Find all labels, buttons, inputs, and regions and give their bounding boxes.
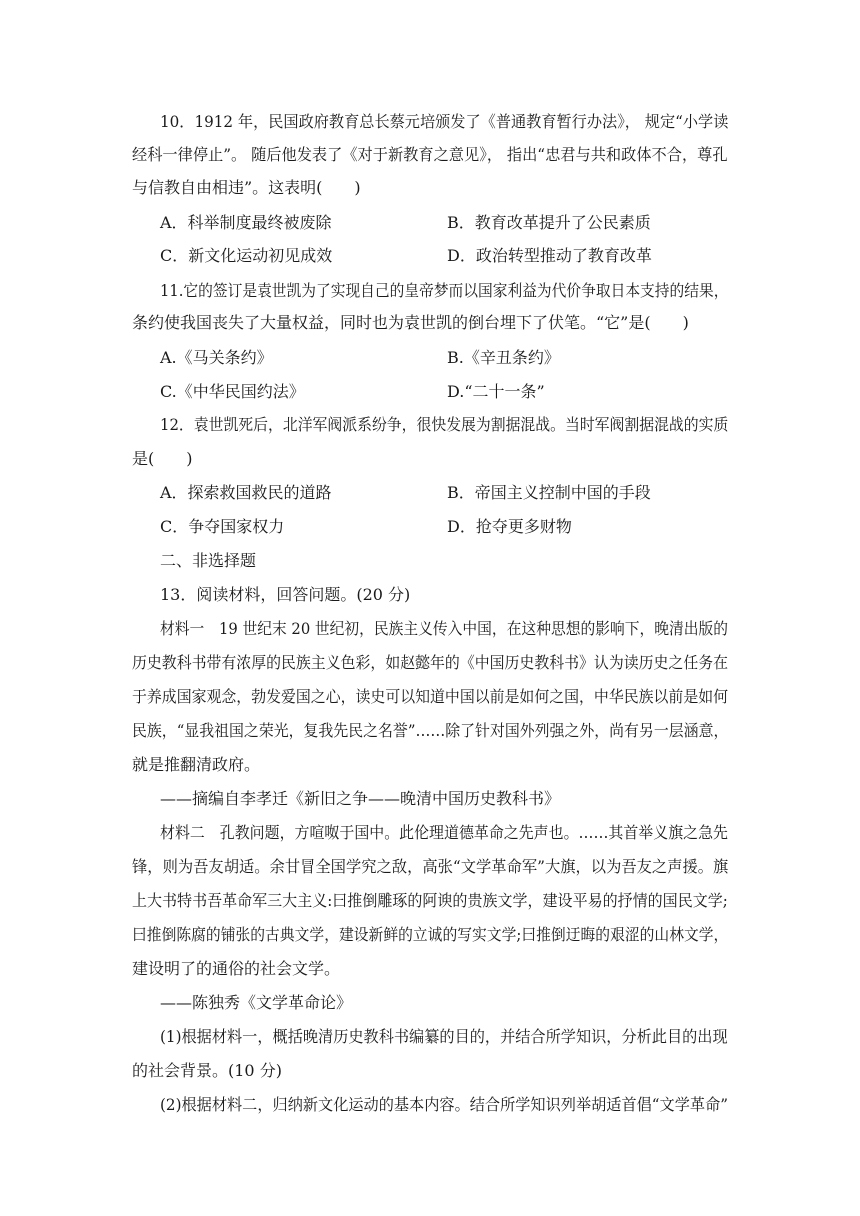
material-1-line-2: 历史教科书带有浓厚的民族主义色彩，如赵懿年的《中国历史教科书》认为读历史之任务在	[132, 653, 729, 672]
material-2-source: ——陈独秀《文学革命论》	[160, 993, 353, 1012]
material-2-line-5: 建设明了的通俗的社会文学。	[132, 959, 341, 978]
q10-option-a: A．科举制度最终被废除	[160, 213, 332, 232]
q12-option-c: C．争夺国家权力	[160, 517, 285, 536]
q11-option-b: B.《辛丑条约》	[447, 348, 560, 367]
material-1-line-1: 材料一 19 世纪末 20 世纪初，民族主义传入中国，在这种思想的影响下，晚清出版的	[160, 619, 728, 638]
material-2-line-1: 材料二 孔教问题，方喧呶于国中。此伦理道德革命之先声也。……其首举义旗之急先	[160, 823, 729, 842]
q10-line-3: 与信教自由相违”。这表明( )	[132, 178, 361, 197]
q11-line-2: 条约使我国丧失了大量权益，同时也为袁世凯的倒台埋下了伏笔。“它”是( )	[132, 313, 689, 332]
section-heading: 二、非选择题	[160, 551, 257, 570]
q10-option-c: C．新文化运动初见成效	[160, 246, 333, 265]
q11-line-1: 11.它的签订是袁世凯为了实现自己的皇帝梦而以国家利益为代价争取日本支持的结果，	[160, 281, 729, 300]
q10-option-d: D．政治转型推动了教育改革	[447, 246, 652, 265]
material-2-line-3: 上大书特书吾革命军三大主义:曰推倒雕琢的阿谀的贵族文学，建设平易的抒情的国民文学;	[132, 891, 728, 910]
q12-option-d: D．抢夺更多财物	[447, 517, 572, 536]
q10-line-1: 10．1912 年，民国政府教育总长蔡元培颁发了《普通教育暂行办法》， 规定“小学读	[160, 112, 729, 131]
material-1-source: ——摘编自李孝迁《新旧之争——晚清中国历史教科书》	[160, 789, 561, 808]
q12-line-2: 是( )	[132, 449, 193, 468]
subquestion-2-line-1: (2)根据材料二，归纳新文化运动的基本内容。结合所学知识列举胡适首倡“文学革命”	[160, 1095, 729, 1114]
q13-intro: 13．阅读材料，回答问题。(20 分)	[160, 585, 411, 604]
material-1-line-3: 于养成国家观念，勃发爱国之心，读史可以知道中国以前是如何之国，中华民族以前是如何	[132, 687, 729, 706]
material-2-line-2: 锋，则为吾友胡适。余甘冒全国学究之敌，高张“文学革命军”大旗，以为吾友之声援。旗	[132, 857, 729, 876]
material-2-line-4: 曰推倒陈腐的铺张的古典文学，建设新鲜的立诚的写实文学;曰推倒迂晦的艰涩的山林文学，	[132, 925, 729, 944]
q11-option-c: C.《中华民国约法》	[160, 382, 305, 401]
q10-option-b: B．教育改革提升了公民素质	[447, 213, 651, 232]
material-1-line-5: 就是推翻清政府。	[132, 755, 261, 774]
q12-option-a: A．探索救国救民的道路	[160, 483, 332, 502]
q11-option-a: A.《马关条约》	[160, 348, 273, 367]
subquestion-1-line-2: 的社会背景。(10 分)	[132, 1061, 282, 1080]
q11-option-d: D.“二十一条”	[447, 382, 545, 401]
q12-line-1: 12．袁世凯死后，北洋军阀派系纷争，很快发展为割据混战。当时军阀割据混战的实质	[160, 415, 729, 434]
subquestion-1-line-1: (1)根据材料一，概括晚清历史教科书编纂的目的，并结合所学知识，分析此目的出现	[160, 1027, 728, 1046]
material-1-line-4: 民族，“显我祖国之荣光，复我先民之名誉”……除了针对国外列强之外，尚有另一层涵意，	[132, 721, 729, 740]
q12-option-b: B．帝国主义控制中国的手段	[447, 483, 651, 502]
q10-line-2: 经科一律停止”。 随后他发表了《对于新教育之意见》， 指出“忠君与共和政体不合，尊孔	[132, 145, 728, 164]
